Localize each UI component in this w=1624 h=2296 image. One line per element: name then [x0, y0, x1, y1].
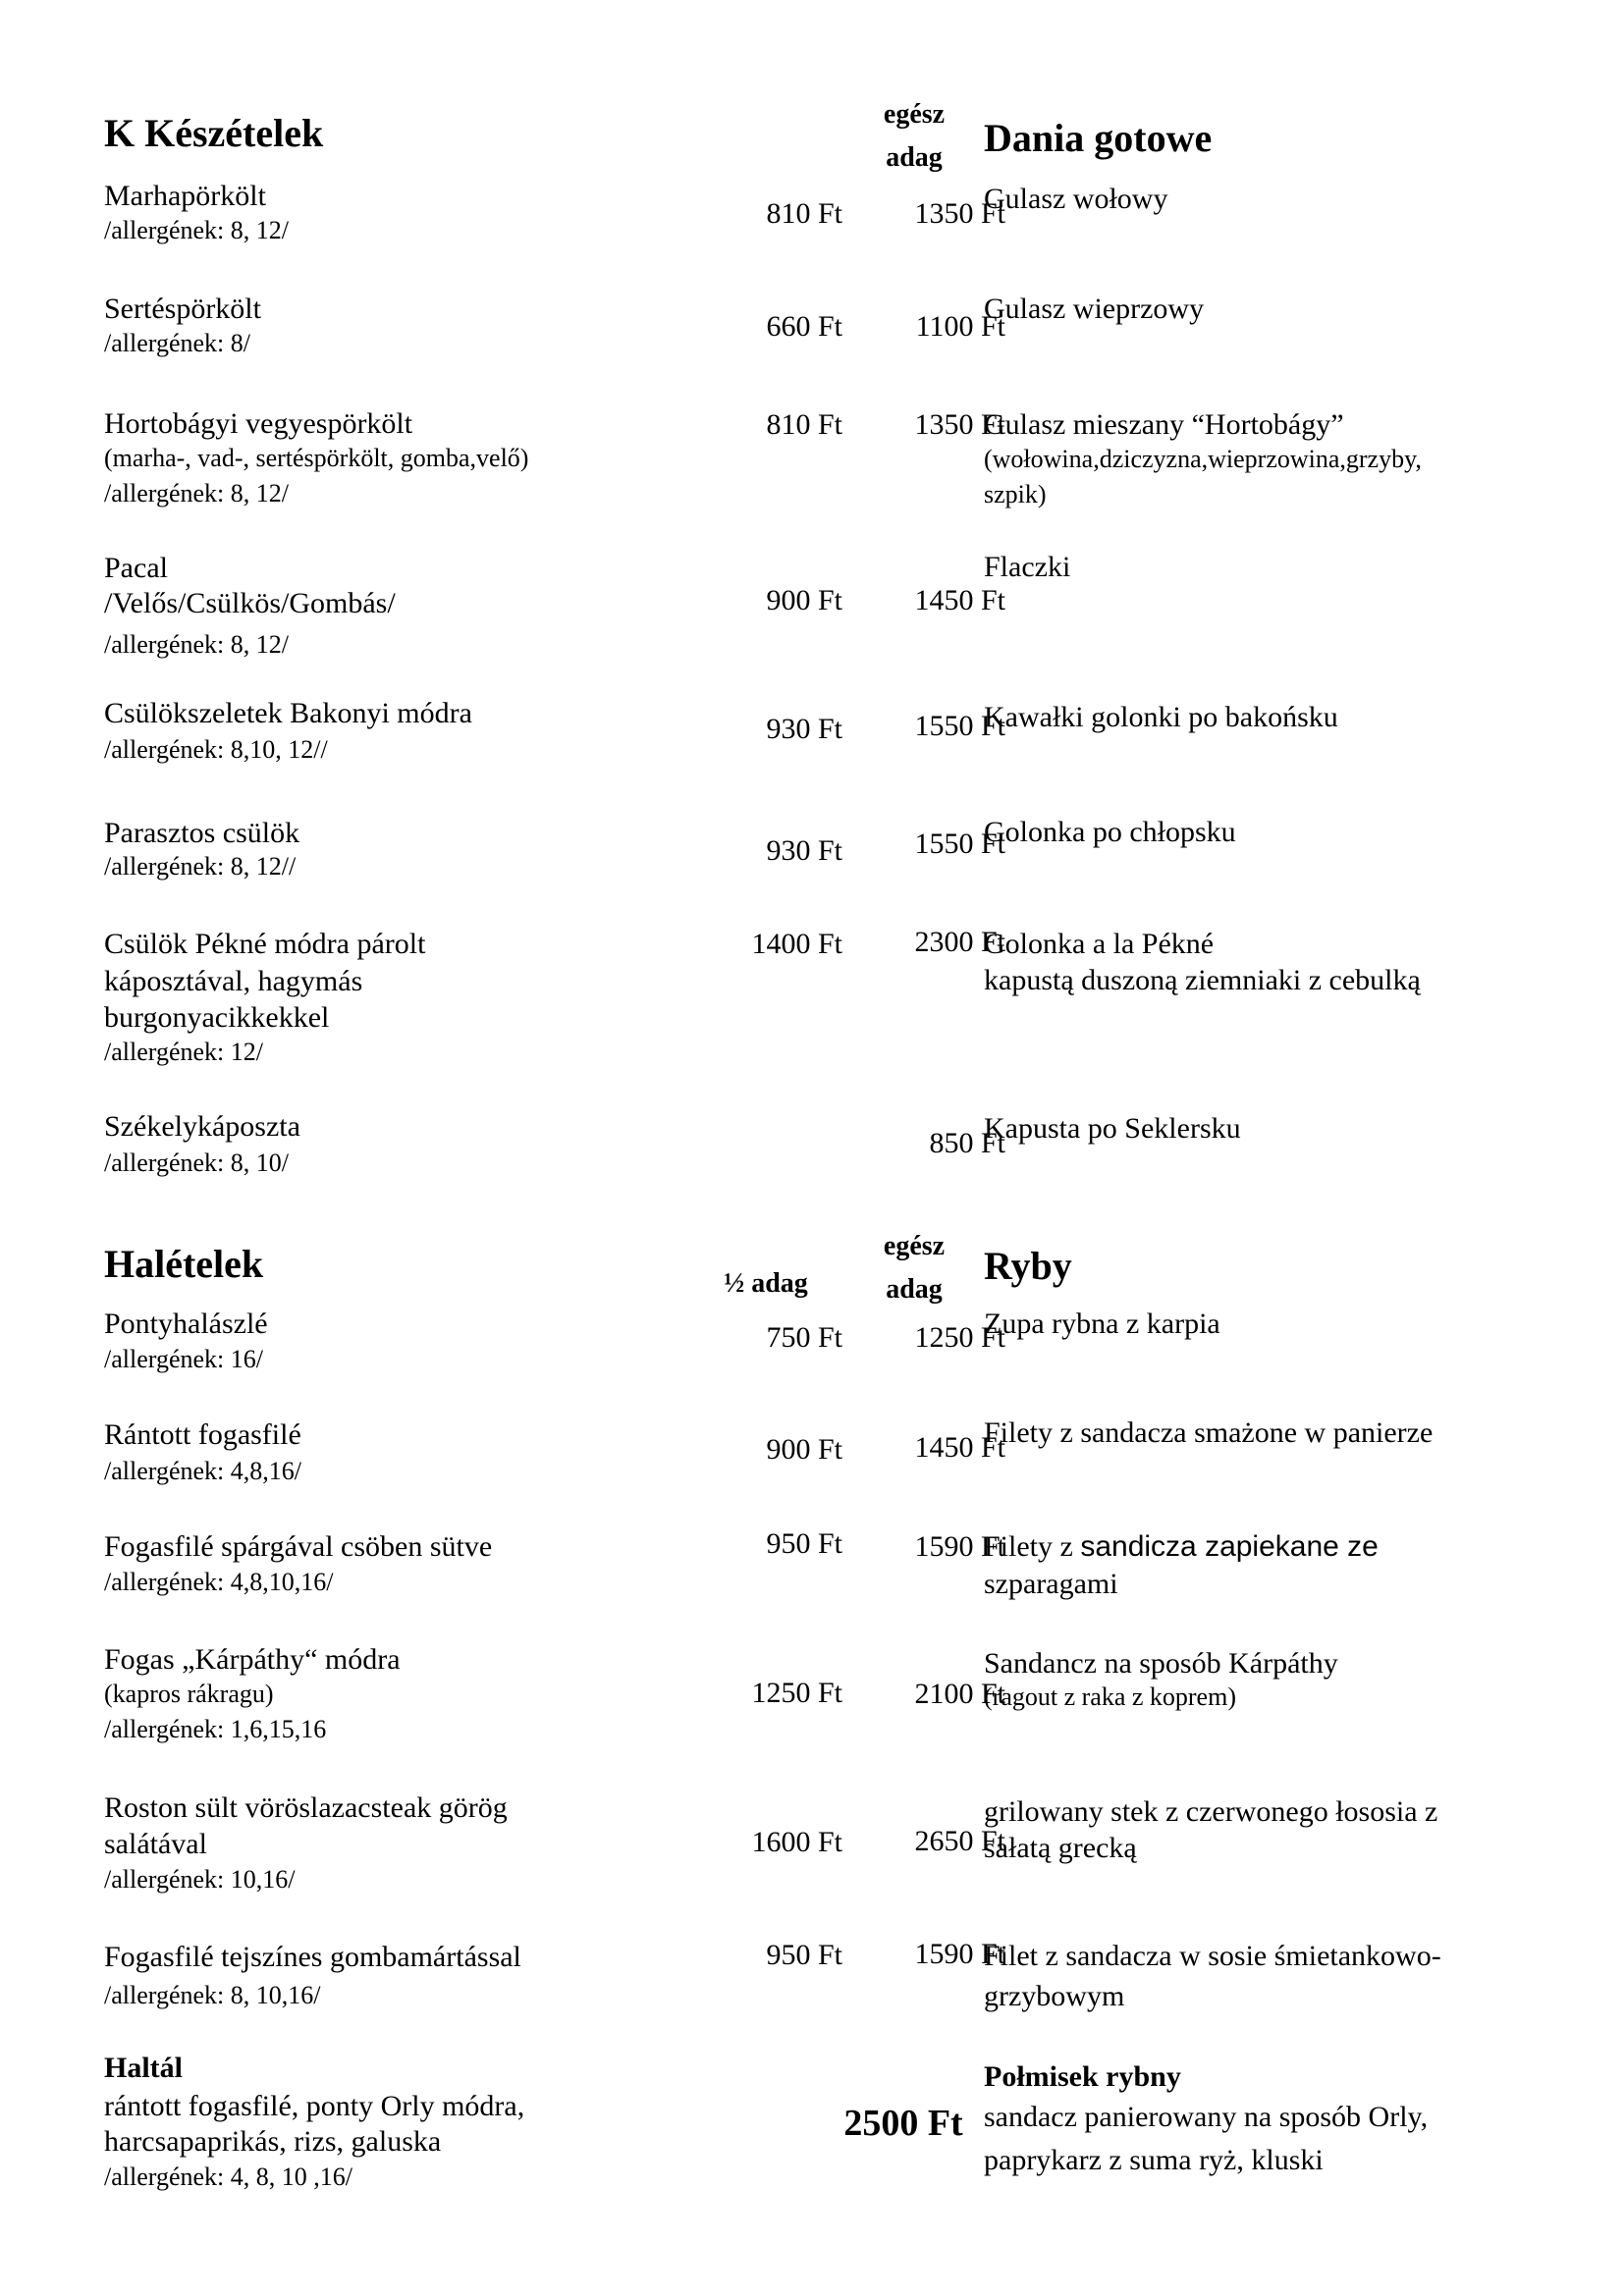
translation-name-serif-part: Filety z — [984, 1530, 1081, 1563]
allergen-note: /allergének: 8,10, 12// — [104, 735, 328, 764]
translation-subtitle: szpik) — [984, 480, 1047, 508]
price-half: 930 Ft — [766, 713, 842, 745]
translation-name: Flaczki — [984, 551, 1071, 583]
translation-name-bold: Połmisek rybny — [984, 2060, 1181, 2093]
item-name: Fogasfilé tejszínes gombamártással — [104, 1941, 521, 1973]
translation-name-line2: grzybowym — [984, 1980, 1125, 2012]
translation-name: Gulasz wieprzowy — [984, 293, 1205, 325]
price-full: 1450 Ft — [914, 584, 1005, 616]
allergen-note: /allergének: 8, 12/ — [104, 216, 289, 244]
section-title-pl: Ryby — [984, 1244, 1072, 1288]
section-title-hu: K Készételek — [104, 111, 324, 155]
price-platter: 2500 Ft — [843, 2103, 963, 2144]
allergen-note: /allergének: 16/ — [104, 1345, 263, 1373]
translation-name-line2: szparagami — [984, 1568, 1118, 1600]
column-header-line: egész — [883, 1231, 946, 1261]
allergen-note: /allergének: 4,8,16/ — [104, 1457, 301, 1485]
translation-name: Kapusta po Seklersku — [984, 1112, 1241, 1145]
item-subtitle: (kapros rákragu) — [104, 1680, 274, 1708]
item-name: Rántott fogasfilé — [104, 1418, 301, 1451]
translation-name-line2: kapustą duszoną ziemniaki z cebulką — [984, 964, 1421, 996]
price-full: 1590 Ft — [914, 1530, 1005, 1563]
item-name: Csülökszeletek Bakonyi módra — [104, 697, 472, 729]
translation-name: grilowany stek z czerwonego łososia z — [984, 1795, 1438, 1828]
translation-name: Gulasz wołowy — [984, 183, 1168, 215]
section-title-pl: Dania gotowe — [984, 116, 1213, 160]
item-name-line2: káposztával, hagymás — [104, 965, 363, 997]
price-half: 1400 Ft — [751, 928, 842, 960]
allergen-note: /allergének: 8/ — [104, 329, 250, 357]
price-full: 2650 Ft — [914, 1825, 1005, 1857]
translation-name: Golonka po chłopsku — [984, 816, 1236, 848]
allergen-note: /allergének: 8, 10,16/ — [104, 1981, 321, 2009]
price-half: 1250 Ft — [751, 1677, 842, 1709]
allergen-note: /allergének: 4,8,10,16/ — [104, 1568, 334, 1596]
item-name: Hortobágyi vegyespörkölt — [104, 407, 413, 440]
price-half: 810 Ft — [766, 408, 842, 441]
allergen-note: /allergének: 12/ — [104, 1038, 263, 1066]
item-name-line2: /Velős/Csülkös/Gombás/ — [104, 587, 396, 619]
price-half: 810 Ft — [766, 197, 842, 230]
item-name: Pontyhalászlé — [104, 1308, 268, 1340]
item-name: Fogas „Kárpáthy“ módra — [104, 1643, 401, 1676]
item-name-bold: Haltál — [104, 2052, 183, 2084]
translation-name: Sandancz na sposób Kárpáthy — [984, 1647, 1338, 1680]
item-name: Marhapörkölt — [104, 180, 266, 212]
section-title-hu: Halételek — [104, 1242, 264, 1286]
translation-name: Filet z sandacza w sosie śmietankowo- — [984, 1940, 1441, 1972]
translation-name: Gulasz mieszany “Hortobágy” — [984, 408, 1344, 441]
price-full: 1350 Ft — [914, 408, 1005, 441]
allergen-note: /allergének: 10,16/ — [104, 1865, 296, 1894]
price-half: 750 Ft — [766, 1321, 842, 1354]
item-name: Csülök Pékné módra párolt — [104, 928, 426, 960]
item-name-line2: salátával — [104, 1828, 207, 1860]
translation-subtitle: (ragout z raka z koprem) — [984, 1682, 1236, 1711]
item-name: Sertéspörkölt — [104, 293, 261, 325]
allergen-note: /allergének: 8, 10/ — [104, 1148, 289, 1177]
item-name-line3: burgonyacikkekkel — [104, 1001, 330, 1034]
allergen-note: /allergének: 4, 8, 10 ,16/ — [104, 2163, 352, 2191]
column-header-full-portion — [860, 1225, 968, 1311]
price-full: 1350 Ft — [914, 197, 1005, 230]
translation-name-line2: sałatą grecką — [984, 1832, 1137, 1864]
price-full: 1590 Ft — [914, 1938, 1005, 1970]
column-header-full-portion — [860, 93, 968, 180]
price-half: 900 Ft — [766, 584, 842, 616]
price-full: 1100 Ft — [915, 310, 1005, 343]
translation-name-sans-part: sandicza zapiekane ze — [1080, 1530, 1379, 1563]
allergen-note: /allergének: 8, 12/ — [104, 479, 289, 507]
translation-name: Filety z sandacza smażone w panierze — [984, 1416, 1434, 1449]
item-name: Pacal — [104, 552, 168, 584]
item-name: Roston sült vöröslazacsteak görög — [104, 1791, 508, 1824]
column-header-line: adag — [886, 142, 943, 173]
price-half: 930 Ft — [766, 834, 842, 867]
column-header-line: adag — [886, 1274, 943, 1305]
price-half: 950 Ft — [766, 1527, 842, 1560]
item-subtitle: (marha-, vad-, sertéspörkölt, gomba,velő) — [104, 444, 529, 472]
item-name: Parasztos csülök — [104, 817, 300, 849]
translation-description-line: sandacz panierowany na sposób Orly, — [984, 2101, 1429, 2133]
item-name: Székelykáposzta — [104, 1110, 300, 1143]
translation-name — [984, 1529, 1379, 1565]
item-description-line: harcsapaprikás, rizs, galuska — [104, 2125, 442, 2158]
translation-description-line: paprykarz z suma ryż, kluski — [984, 2144, 1324, 2176]
price-half: 900 Ft — [766, 1433, 842, 1466]
translation-name: Zupa rybna z karpia — [984, 1308, 1220, 1340]
translation-name: Golonka a la Pékné — [984, 928, 1215, 960]
item-description-line: rántott fogasfilé, ponty Orly módra, — [104, 2090, 525, 2122]
price-full: 1450 Ft — [914, 1431, 1005, 1464]
column-header-half-portion: ½ adag — [724, 1268, 808, 1299]
price-full: 2300 Ft — [914, 926, 1005, 958]
allergen-note: /allergének: 8, 12// — [104, 852, 297, 881]
allergen-note: /allergének: 8, 12/ — [104, 630, 289, 659]
price-half: 1600 Ft — [751, 1826, 842, 1858]
price-half: 950 Ft — [766, 1939, 842, 1971]
translation-name: Kawałki golonki po bakońsku — [984, 701, 1338, 733]
item-name: Fogasfilé spárgával csöben sütve — [104, 1530, 493, 1563]
allergen-note: /allergének: 1,6,15,16 — [104, 1715, 327, 1743]
translation-subtitle: (wołowina,dziczyzna,wieprzowina,grzyby, — [984, 445, 1422, 473]
column-header-line: egész — [883, 99, 946, 130]
price-half: 660 Ft — [766, 310, 842, 343]
price-full: 1250 Ft — [914, 1321, 1005, 1354]
price-full: 1550 Ft — [914, 710, 1005, 742]
price-full: 850 Ft — [929, 1127, 1005, 1159]
price-full: 1550 Ft — [914, 828, 1005, 860]
price-full: 2100 Ft — [914, 1678, 1005, 1710]
